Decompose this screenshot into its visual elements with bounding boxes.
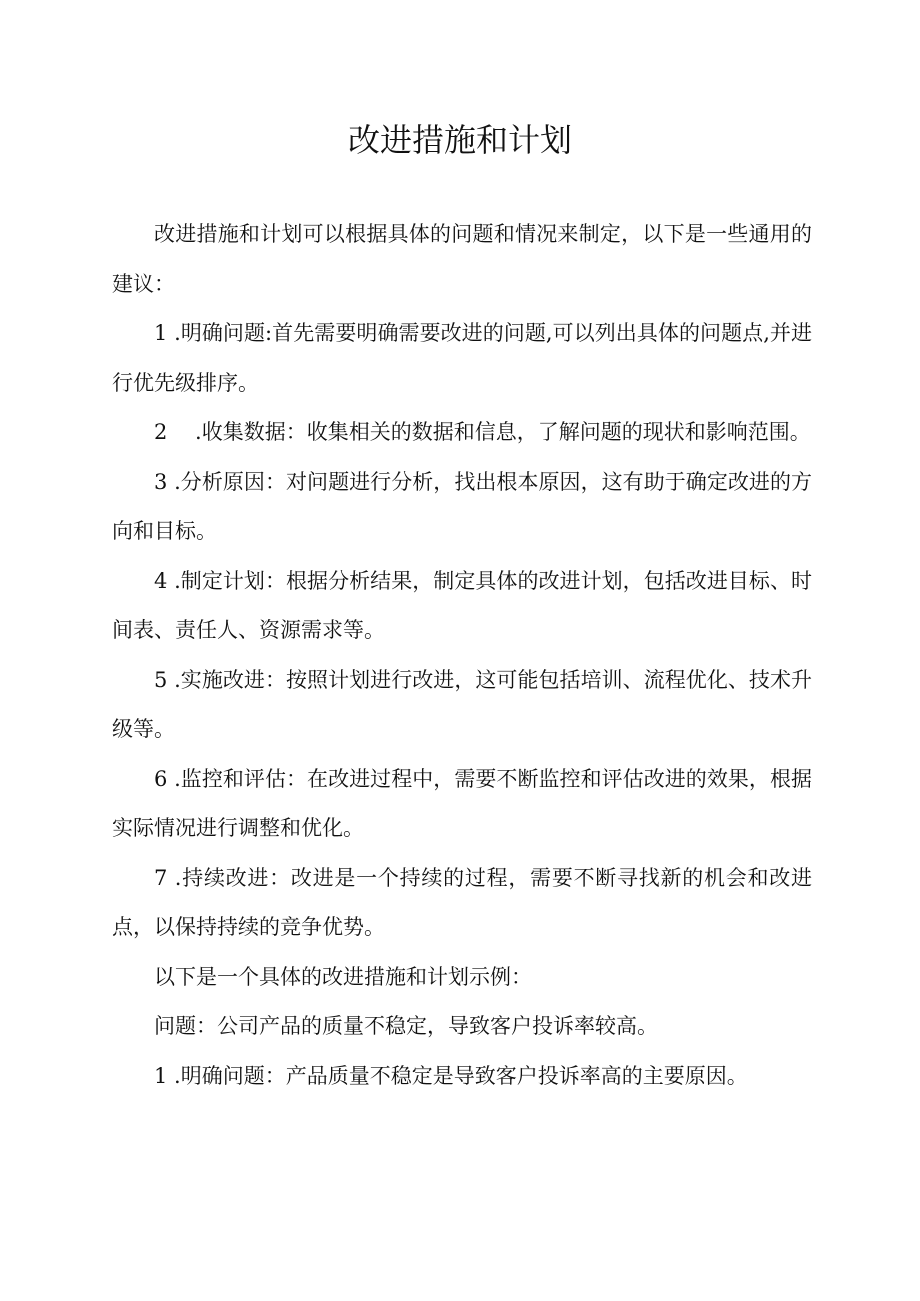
step-7-paragraph: 7 .持续改进：改进是一个持续的过程，需要不断寻找新的机会和改进点，以保持持续的竞争优势。 (112, 865, 812, 939)
document-body (112, 210, 812, 1101)
step-4-paragraph: 4 .制定计划：根据分析结果，制定具体的改进计划，包括改进目标、时间表、责任人、资源需求等。 (112, 568, 812, 642)
step-6-paragraph: 6 .监控和评估：在改进过程中，需要不断监控和评估改进的效果，根据实际情况进行调整和优化。 (112, 766, 812, 840)
step-5-paragraph: 5 .实施改进：按照计划进行改进，这可能包括培训、流程优化、技术升级等。 (112, 667, 812, 741)
example-problem-paragraph: 问题：公司产品的质量不稳定，导致客户投诉率较高。 (154, 1014, 658, 1038)
example-step-1-paragraph: 1 .明确问题：产品质量不稳定是导致客户投诉率高的主要原因。 (154, 1063, 748, 1088)
example-intro-paragraph: 以下是一个具体的改进措施和计划示例： (154, 964, 532, 989)
step-1-paragraph: 1 .明确问题:首先需要明确需要改进的问题,可以列出具体的问题点,并进行优先级排序。 (112, 321, 812, 395)
step-3-paragraph: 3 .分析原因：对问题进行分析，找出根本原因，这有助于确定改进的方向和目标。 (112, 469, 812, 543)
document-title: 改进措施和计划 (347, 121, 572, 159)
intro-paragraph: 改进措施和计划可以根据具体的问题和情况来制定，以下是一些通用的建议： (112, 222, 812, 296)
step-2-paragraph: 2 .收集数据：收集相关的数据和信息，了解问题的现状和影响范围。 (154, 420, 811, 444)
